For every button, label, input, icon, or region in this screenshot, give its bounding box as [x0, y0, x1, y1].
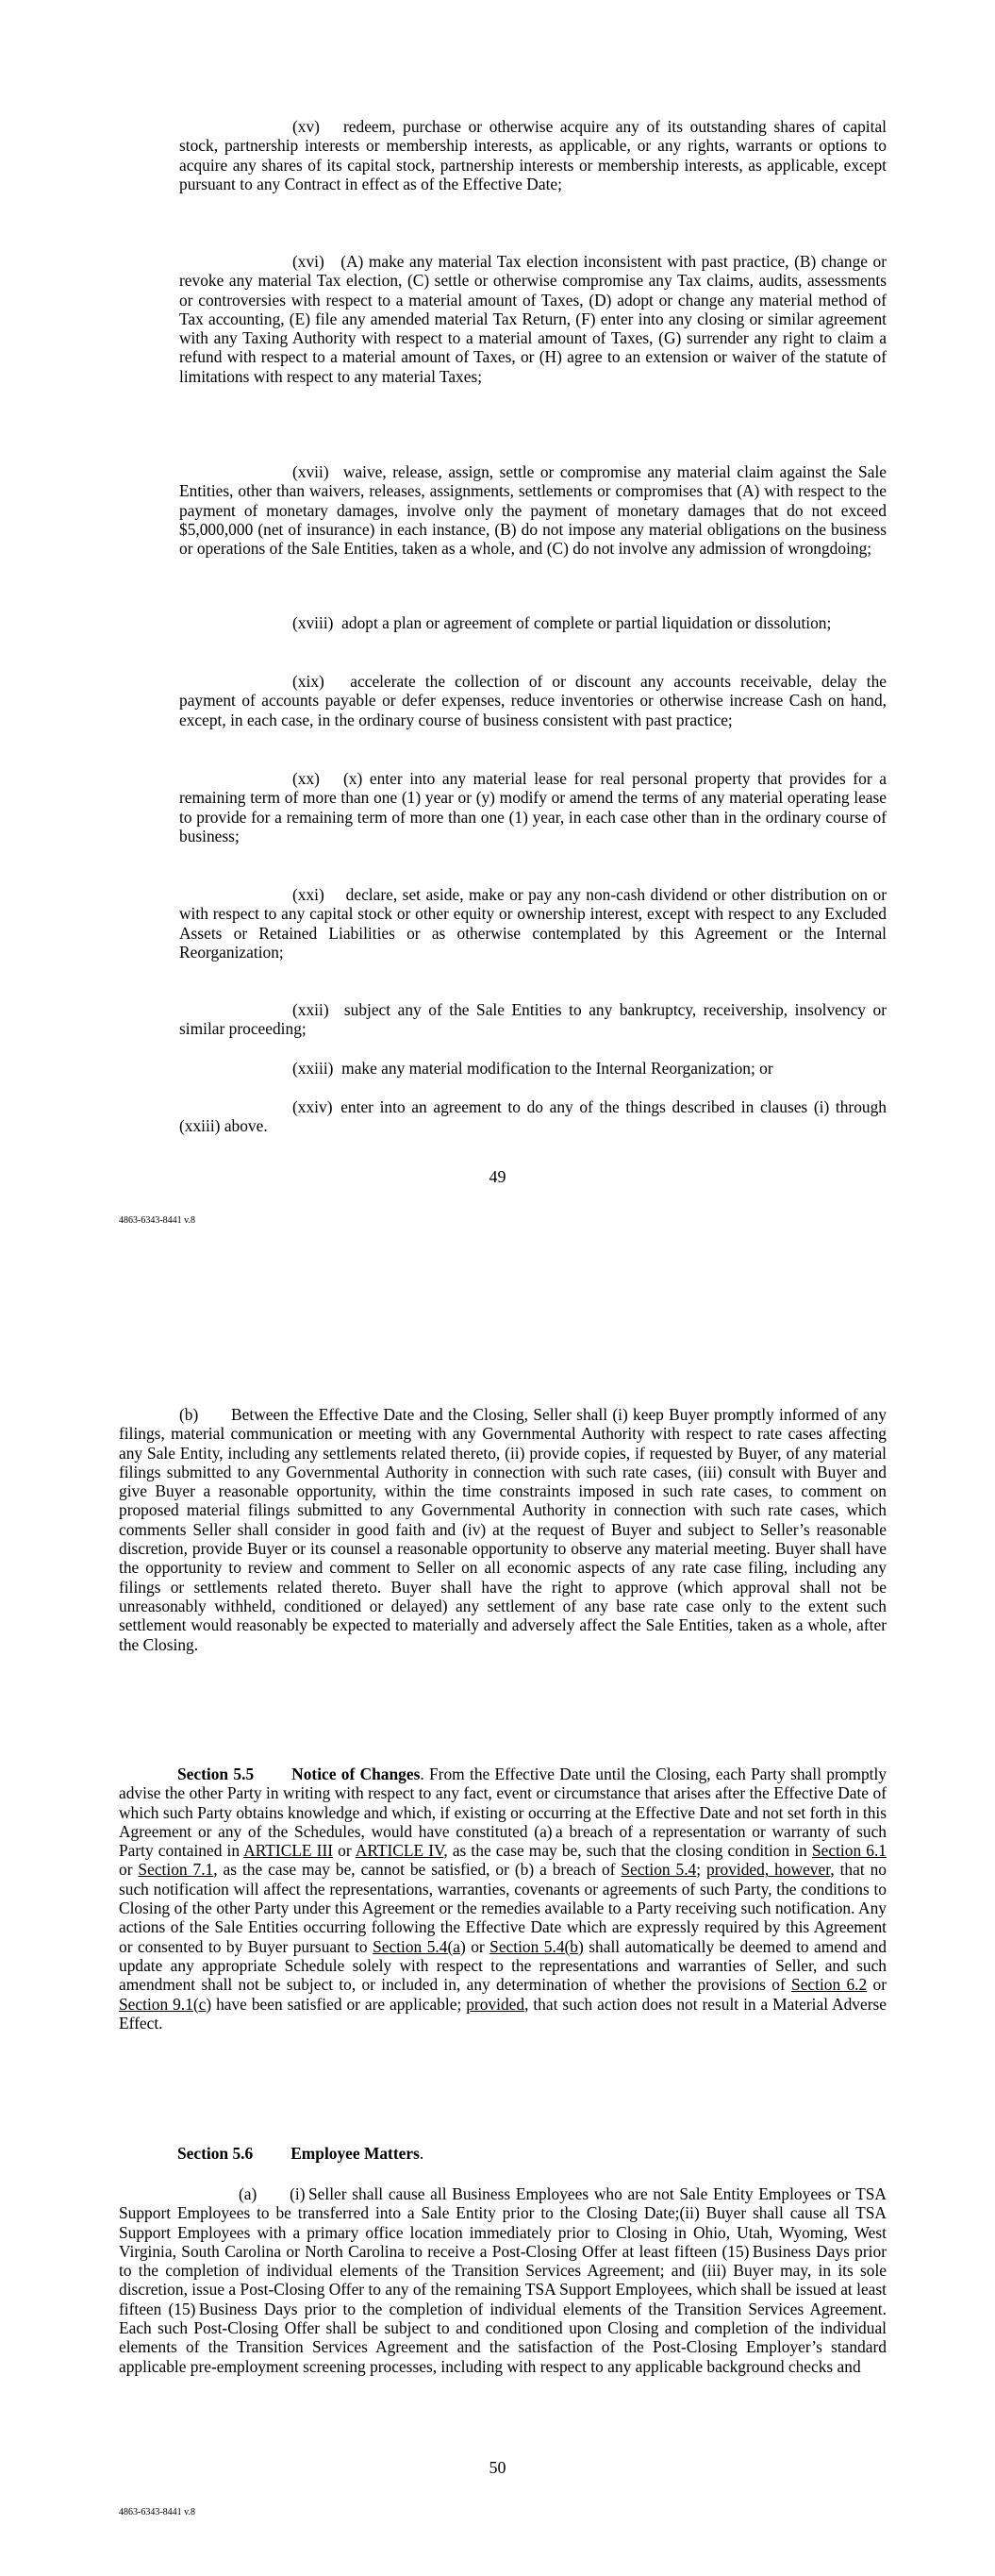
clause-xxii: (xxii) subject any of the Sale Entities to any bankruptcy, receivership, insolvency or similar proceeding; — [179, 1000, 887, 1039]
text-run: or — [465, 1936, 490, 1956]
ref-article-iii: ARTICLE III — [243, 1841, 334, 1861]
section-5-6-heading — [119, 2144, 887, 2163]
section-5-6-number: Section 5.6 — [177, 2144, 254, 2163]
page-number: 49 — [489, 1167, 506, 1186]
section-5-6-title: Employee Matters — [290, 2144, 420, 2163]
ref-section-5-4: Section 5.4 — [621, 1860, 697, 1880]
text-run: , that such action does not result in a Material Adverse Effect. — [119, 1994, 887, 2032]
section-5-5 — [119, 1765, 887, 2032]
text-run: or — [119, 1860, 139, 1880]
clause-xix: (xix) accelerate the collection of or discount any accounts receivable, delay the payment of accounts payable or defer expenses, reduce inventories or otherwise increase Cash on hand, except, in each case, in the ordinary course of business consistent with past practice; — [179, 672, 887, 729]
document-page-50 — [0, 1288, 995, 2576]
clause-xvii: (xvii) waive, release, assign, settle or compromise any material claim against the Sale Entities, other than waivers, releases, assignments, settlements or compromises that (A) with respect to the payment of monetary damages, involve only the payment of monetary damages that do not exceed $5,000,000 (net of insurance) in each instance, (B) do not impose any material obligations on the business or operations of the Sale Entities, taken as a whole, and (C) do not involve any admission of wrongdoing; — [179, 462, 887, 559]
clause-xxiii: (xxiii) make any material modification to the Internal Reorganization; or — [292, 1059, 773, 1078]
document-id: 4863-6343-8441 v.8 — [119, 1215, 196, 1226]
text-run: or — [867, 1975, 887, 1995]
ref-section-5-4-a: Section 5.4(a) — [373, 1936, 466, 1956]
provided-however: provided, however — [706, 1860, 831, 1880]
section-5-5-title: Notice of Changes — [291, 1765, 421, 1783]
clause-xvi: (xvi) (A) make any material Tax election inconsistent with past practice, (B) change or revoke any material Tax election, (C) settle or otherwise compromise any Tax claims, audits, assessments or controversies with respect to a material amount of Taxes, (D) adopt or change any material method of Tax accounting, (E) file any amended material Tax Return, (F) enter into any closing or similar agreement with any Taxing Authority with respect to a material amount of Taxes, (G) surrender any right to claim a refund with respect to a material amount of Taxes, or (H) agree to an extension or waiver of the statute of limitations with respect to any material Taxes; — [179, 252, 887, 386]
clause-xxi: (xxi) declare, set aside, make or pay any non-cash dividend or other distribution on or with respect to any capital stock or other equity or ownership interest, except with respect to any Excluded Assets or Retained Liabilities or as otherwise contemplated by this Agreement or the Internal Reorganization; — [179, 885, 887, 962]
provided: provided — [466, 1994, 525, 2014]
ref-section-5-4-b: Section 5.4(b) — [489, 1936, 584, 1956]
text-run: have been satisfied or are applicable; — [211, 1994, 467, 2014]
text-run: ; — [696, 1860, 707, 1880]
ref-section-7-1: Section 7.1 — [138, 1860, 214, 1880]
page-number: 50 — [489, 2458, 506, 2477]
clause-xv: (xv) redeem, purchase or otherwise acquire any of its outstanding shares of capital stock, partnership interests or membership interests, as applicable, or any rights, warrants or options to acquire any shares of its capital stock, partnership interests or membership interests, as applicable, except pursuant to any Contract in effect as of the Effective Date; — [179, 117, 887, 193]
ref-section-9-1-c: Section 9.1(c) — [119, 1994, 212, 2014]
text-run: , as the case may be, cannot be satisfied, or (b) a breach of — [213, 1860, 622, 1880]
text-run: , that no such notification will affect the representations, warranties, covenants or agreements of such Party, the conditions to Closing of the other Party under this Agreement or the remedies available to a Party receiving such notification. Any actions of the Sale Entities occurring following the Effective Date which are expressly required by this Agreement or consented to by Buyer pursuant to — [119, 1860, 887, 1956]
document-id: 4863-6343-8441 v.8 — [119, 2507, 196, 2517]
section-5-5-number: Section 5.5 — [177, 1765, 255, 1783]
text-run: . — [419, 2144, 424, 2163]
paragraph-a: (a) (i) Seller shall cause all Business Employees who are not Sale Entity Employees or TSA Support Employees to be transferred into a Sale Entity prior to the Closing Date;(ii) Buyer shall cause all TSA Support Employees with a primary office location immediately prior to Closing in Ohio, Utah, Wyoming, West Virginia, South Carolina or North Carolina to receive a Post-Closing Offer at least fifteen (15) Business Days prior to the completion of individual elements of the Transition Services Agreement; and (iii) Buyer may, in its sole discretion, issue a Post-Closing Offer to any of the remaining TSA Support Employees, which shall be issued at least fifteen (15) Business Days prior to the completion of individual elements of the Transition Services Agreement. Each such Post-Closing Offer shall be subject to and conditioned upon Closing and completion of the individual elements of the Transition Services Agreement and the satisfaction of the Post-Closing Employer’s standard applicable pre-employment screening processes, including with respect to any applicable background checks and — [119, 2184, 887, 2376]
clause-xxiv: (xxiv) enter into an agreement to do any of the things described in clauses (i) through (xxiii) above. — [179, 1097, 887, 1136]
paragraph-b: (b) Between the Effective Date and the Closing, Seller shall (i) keep Buyer promptly informed of any filings, material communication or meeting with any Governmental Authority with respect to rate cases affecting any Sale Entity, including any settlements related thereto, (ii) provide copies, if requested by Buyer, of any material filings submitted to any Governmental Authority in connection with such rate cases, (iii) consult with Buyer and give Buyer a reasonable opportunity, within the time constraints imposed in such rate cases, to comment on proposed material filings submitted to any Governmental Authority in connection with such rate cases, which comments Seller shall consider in good faith and (iv) at the request of Buyer and subject to Seller’s reasonable discretion, provide Buyer or its counsel a reasonable opportunity to observe any material meeting. Buyer shall have the opportunity to review and comment to Seller on all economic aspects of any rate case filing, including any filings or settlements related thereto. Buyer shall have the right to approve (which approval shall not be unreasonably withheld, conditioned or delayed) any settlement of any base rate case only to the extent such settlement would reasonably be expected to materially and adversely affect the Sale Entities, taken as a whole, after the Closing. — [119, 1405, 887, 1654]
clause-xviii: (xviii) adopt a plan or agreement of complete or partial liquidation or dissolution; — [292, 613, 832, 632]
ref-article-iv: ARTICLE IV — [355, 1841, 444, 1861]
ref-section-6-2: Section 6.2 — [791, 1975, 868, 1995]
text-run: . From the Effective Date until the Closing, each Party shall promptly advise the other Party in writing with respect to any fact, event or circumstance that arises after the Effective Date of which such Party obtains knowledge and which, if existing or occurring at the Effective Date and not set forth in this Agreement or any of the Schedules, would have constituted (a) a breach of a representation or warranty of such Party contained in — [119, 1765, 887, 1861]
text-run: shall automatically be deemed to amend and update any appropriate Schedule solely with respect to the representations and warranties of Seller, and such amendment shall not be subject to, or included in, any determination of whether the provisions of — [119, 1936, 887, 1995]
text-run: or — [333, 1841, 356, 1861]
text-run: , as the case may be, such that the closing condition in — [443, 1841, 812, 1861]
clause-xx: (xx) (x) enter into any material lease for real personal property that provides for a remaining term of more than one (1) year or (y) modify or amend the terms of any material operating lease to provide for a remaining term of more than one (1) year, in each case other than in the ordinary course of business; — [179, 769, 887, 845]
ref-section-6-1: Section 6.1 — [811, 1841, 887, 1861]
